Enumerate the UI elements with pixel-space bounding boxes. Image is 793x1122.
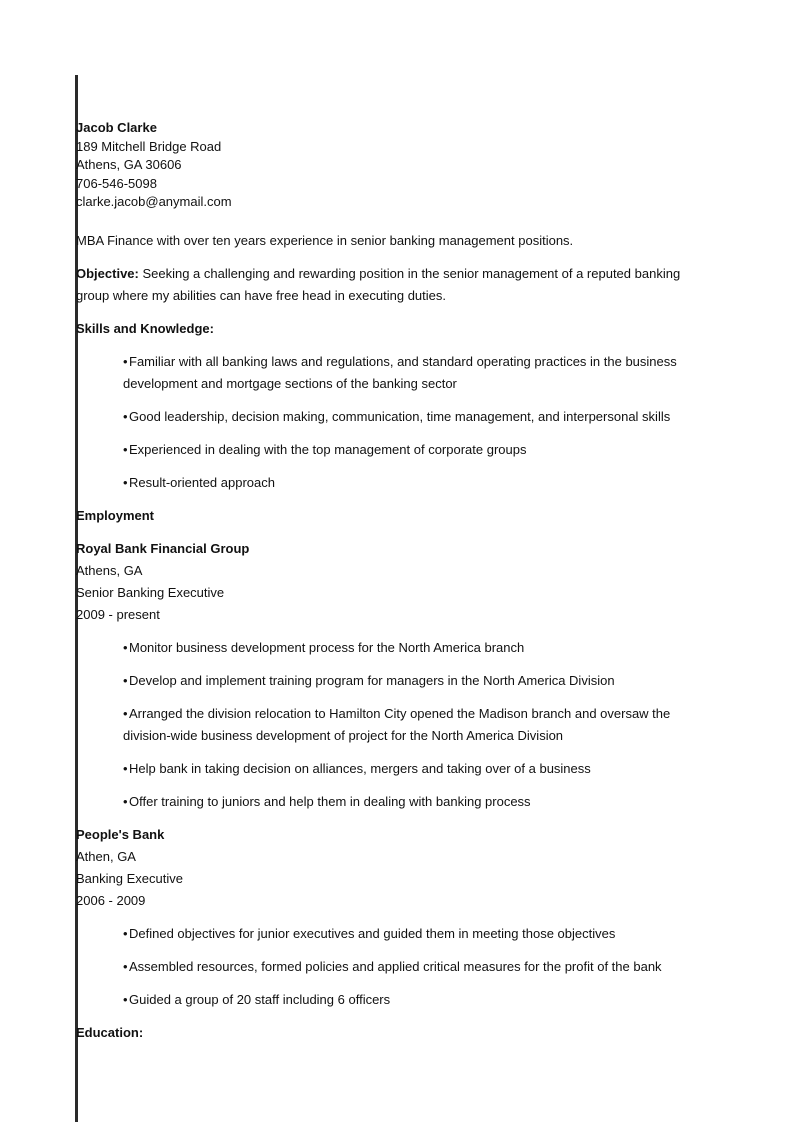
bullet-icon: • [123, 760, 128, 776]
objective-label: Objective: [76, 265, 139, 281]
job-location: Athens, GA [76, 562, 143, 578]
list-item: •Result-oriented approach [76, 472, 716, 494]
bullet-icon: • [123, 353, 128, 369]
list-item: •Arranged the division relocation to Hamilton City opened the Madison branch and oversaw the division-wide business development of project for the North America Division [76, 703, 693, 747]
email: clarke.jacob@anymail.com [76, 194, 232, 209]
job-dates: 2009 - present [76, 606, 160, 622]
company-name: Royal Bank Financial Group [76, 540, 250, 556]
job-entry [76, 538, 716, 813]
list-item: •Guided a group of 20 staff including 6 officers [76, 989, 716, 1011]
summary: MBA Finance with over ten years experience in senior banking management positions. [76, 232, 574, 248]
contact-block [76, 119, 716, 212]
objective [76, 263, 701, 307]
bullet-icon: • [123, 793, 128, 809]
bullet-icon: • [123, 441, 128, 457]
company-name: People's Bank [76, 826, 165, 842]
list-item: •Good leadership, decision making, communication, time management, and interpersonal skills [76, 406, 703, 428]
candidate-name: Jacob Clarke [76, 120, 157, 135]
bullet-icon: • [123, 705, 128, 721]
job-entry [76, 824, 716, 1011]
resume-document [76, 119, 716, 1044]
address-line-1: 189 Mitchell Bridge Road [76, 138, 222, 154]
skills-heading: Skills and Knowledge: [76, 320, 214, 336]
bullet-icon: • [123, 408, 128, 424]
address-line-2: Athens, GA 30606 [76, 157, 182, 172]
skills-list [76, 351, 716, 494]
bullet-icon: • [123, 474, 128, 490]
list-item: •Develop and implement training program for managers in the North America Division [76, 670, 716, 692]
duties-list [76, 637, 716, 813]
list-item: •Experienced in dealing with the top management of corporate groups [76, 439, 716, 461]
bullet-icon: • [123, 672, 128, 688]
list-item: •Offer training to juniors and help them in dealing with banking process [76, 791, 716, 813]
phone: 706-546-5098 [76, 175, 157, 191]
bullet-icon: • [123, 925, 128, 941]
duties-list [76, 923, 716, 1011]
job-title: Senior Banking Executive [76, 584, 225, 600]
list-item: •Monitor business development process for the North America branch [76, 637, 716, 659]
list-item: •Help bank in taking decision on alliances, mergers and taking over of a business [76, 758, 716, 780]
bullet-icon: • [123, 639, 128, 655]
job-title: Banking Executive [76, 870, 183, 886]
list-item: •Defined objectives for junior executives and guided them in meeting those objectives [76, 923, 716, 945]
bullet-icon: • [123, 958, 128, 974]
education-heading: Education: [76, 1024, 144, 1040]
bullet-icon: • [123, 991, 128, 1007]
list-item: •Assembled resources, formed policies and applied critical measures for the profit of the bank [76, 956, 716, 978]
job-dates: 2006 - 2009 [76, 892, 146, 908]
employment-heading: Employment [76, 507, 155, 523]
job-location: Athen, GA [76, 848, 136, 864]
list-item: •Familiar with all banking laws and regulations, and standard operating practices in the business development and mortgage sections of the banking sector [76, 351, 693, 395]
objective-text: Seeking a challenging and rewarding position in the senior management of a reputed banking group where my abilities can have free head in executing duties. [76, 265, 681, 303]
